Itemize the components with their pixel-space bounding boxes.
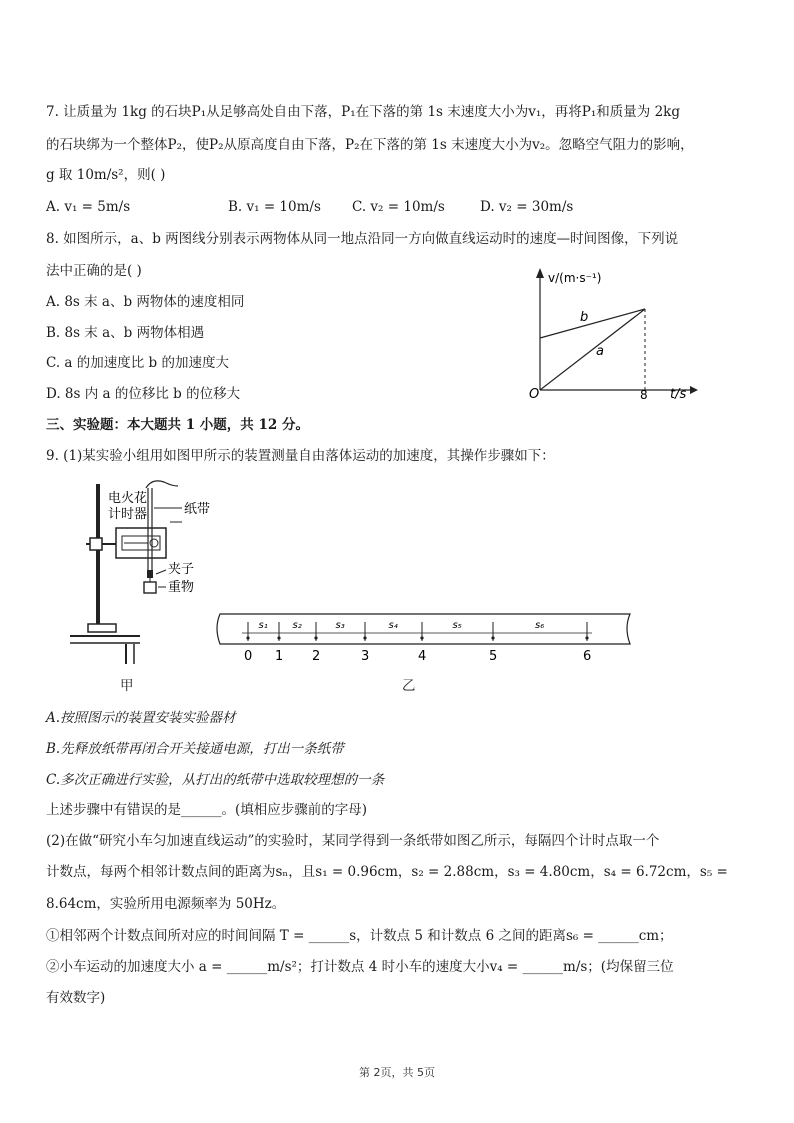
q7-line-3: g 取 10m/s²，则( ) [46,167,166,183]
stand-base [88,624,116,632]
q9-part2-line-3: 8.64cm，实验所用电源频率为 50Hz。 [46,896,286,912]
q7-option-b: B. v₁ = 10m/s [228,199,321,215]
q8-option-b: B. 8s 末 a、b 两物体相遇 [46,325,205,341]
tape-segment-label-1: s₁ [258,620,268,631]
hand-icon [146,481,178,488]
velocity-time-graph [520,262,700,404]
tape-segment-label-6: s₆ [535,620,545,631]
step-a: A.按照图示的装置安装实验器材 [46,710,236,726]
tape-dot-0 [246,636,249,639]
q8-option-d: D. 8s 内 a 的位移比 b 的位移大 [46,386,241,402]
tape-dot-5 [491,636,494,639]
q9-part2-line-1: (2)在做“研究小车匀加速直线运动”的实验时，某同学得到一条纸带如图乙所示，每隔四个计时点取一个 [46,833,660,849]
q7-option-a: A. v₁ = 5m/s [46,199,131,215]
tape-dot-2 [314,636,317,639]
tape-point-label-6: 6 [583,649,592,664]
q8-option-a: A. 8s 末 a、b 两物体的速度相同 [46,294,245,310]
tape-segment-label-4: s₄ [388,620,398,631]
clip [147,570,153,578]
label-tape: 纸带 [184,502,211,517]
caption-jia: 甲 [120,678,134,694]
tape-segment-label-5: s₅ [452,620,462,631]
tape-dot-4 [420,636,423,639]
weight [144,582,156,593]
label-clip: 夹子 [168,562,195,577]
tape-dot-1 [277,636,280,639]
q7-line-1: 7. 让质量为 1kg 的石块P₁从足够高处自由下落，P₁在下落的第 1s 末速度大小为v₁，再将P₁和质量为 2kg [46,104,680,120]
q9-part2-line-2: 计数点，每两个相邻计数点间的距离为sₙ，且s₁ = 0.96cm，s₂ = 2.88cm，s₃ = 4.80cm，s₄ = 6.72cm，s₅ = [46,864,728,880]
section-3-heading: 三、实验题：本大题共 1 小题，共 12 分。 [46,417,309,433]
step-c: C.多次正确进行实验，从打出的纸带中选取较理想的一条 [46,772,385,788]
apparatus-figure [62,478,222,668]
tape-segment-label-2: s₂ [292,620,302,631]
clamp-knob [90,538,102,550]
tape-point-label-5: 5 [489,649,498,664]
q8-line-2: 法中正确的是( ) [46,263,142,279]
label-timer-2: 计时器 [108,507,148,522]
t-axis-label: t/s [670,387,687,402]
label-b: b [580,310,589,325]
q9-sub-2: ②小车运动的加速度大小 a = ______m/s²；打计数点 4 时小车的速度大小v₄ = ______m/s；(均保留三位 [46,959,674,975]
tape-figure [212,608,642,668]
page-footer: 第 2页，共 5页 [359,1066,435,1079]
tick-8-label: 8 [640,388,648,402]
q8-line-1: 8. 如图所示，a、b 两图线分别表示两物体从同一地点沿同一方向做直线运动时的速度—时间图像，下列说 [46,231,679,247]
q7-option-d: D. v₂ = 30m/s [480,199,574,215]
q7-line-2: 的石块绑为一个整体P₂，使P₂从原高度自由下落，P₂在下落的第 1s 末速度大小为v₂。忽略空气阻力的影响， [46,137,694,153]
label-timer-1: 电火花 [108,491,148,506]
tape-dot-6 [585,636,588,639]
t-axis-arrow [690,386,698,394]
line-b [540,309,645,338]
origin-label: O [529,387,540,402]
q9-blank-1: 上述步骤中有错误的是______。(填相应步骤前的字母) [46,802,368,818]
label-a: a [596,344,604,359]
label-weight: 重物 [168,580,195,595]
v-axis-arrow [536,268,544,278]
q8-option-c: C. a 的加速度比 b 的加速度大 [46,355,229,371]
v-axis-label: v/(m·s⁻¹) [548,271,602,285]
tape-point-label-1: 1 [275,649,284,664]
q9-sub-1: ①相邻两个计数点间所对应的时间间隔 T = ______s，计数点 5 和计数点 6 之间的距离s₆ = ______cm； [46,928,673,944]
tape-segment-label-3: s₃ [335,620,345,631]
caption-yi: 乙 [402,678,416,694]
tape-point-label-0: 0 [244,649,253,664]
q9-sub-3: 有效数字) [46,990,106,1006]
tape-point-label-4: 4 [418,649,427,664]
step-b: B.先释放纸带再闭合开关接通电源，打出一条纸带 [46,741,344,757]
line-a [540,309,645,390]
q7-option-c: C. v₂ = 10m/s [352,199,445,215]
tape-dot-3 [363,636,366,639]
tape-point-label-3: 3 [361,649,370,664]
q9-intro: 9. (1)某实验小组用如图甲所示的装置测量自由落体运动的加速度，其操作步骤如下： [46,448,555,464]
tape-point-label-2: 2 [312,649,321,664]
